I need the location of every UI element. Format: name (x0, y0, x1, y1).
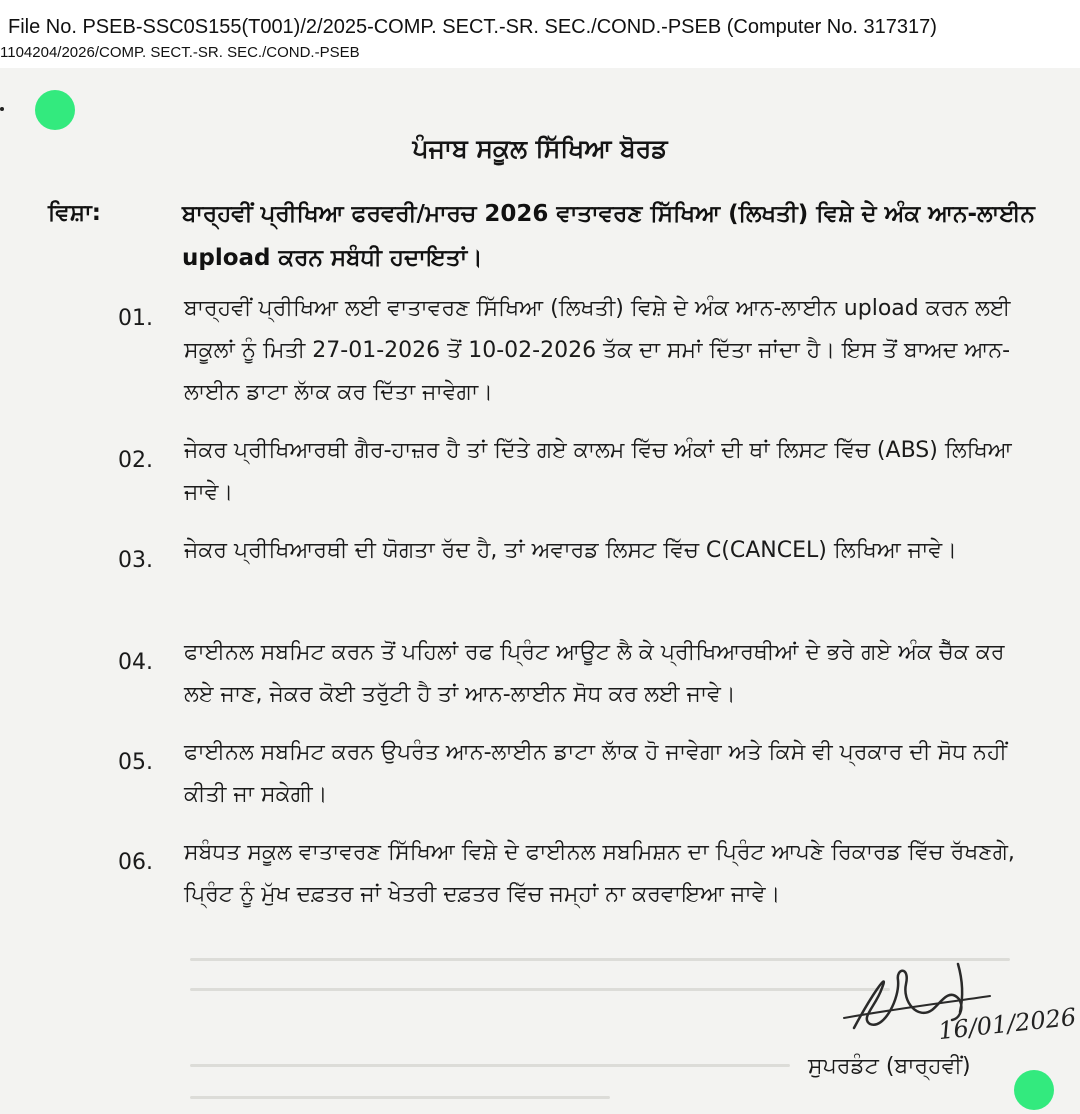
item-text: ਬਾਰ੍ਹਵੀਂ ਪ੍ਰੀਖਿਆ ਲਈ ਵਾਤਾਵਰਣ ਸਿੱਖਿਆ (ਲਿਖਤੀ) ਵਿਸ਼ੇ ਦੇ ਅੰਕ ਆਨ-ਲਾਈਨ upload ਕਰਨ ਲਈ ਸਕੂਲਾਂ ਨੂੰ ਮਿਤੀ 27-01-2026 ਤੋਂ 10-02-2026 ਤੱਕ ਦਾ ਸਮਾਂ ਦਿੱਤਾ ਜਾਂਦਾ ਹੈ। ਇਸ ਤੋਂ ਬਾਅਦ ਆਨ-ਲਾਈਨ ਡਾਟਾ ਲਾੱਕ ਕਰ ਦਿੱਤਾ ਜਾਵੇਗਾ। (184, 296, 1011, 405)
signatory-title: ਸੁਪਰਡੰਟ (ਬਾਰ੍ਹਵੀਂ) (808, 1054, 971, 1079)
item-number: 02. (118, 448, 153, 473)
file-header (0, 0, 1080, 68)
item-number: 05. (118, 750, 153, 775)
green-dot-marker (1014, 1070, 1054, 1110)
item-number: 01. (118, 306, 153, 331)
item-number: 03. (118, 548, 153, 573)
show-through-line (190, 1096, 610, 1099)
item-text: ਜੇਕਰ ਪ੍ਰੀਖਿਆਰਥੀ ਗੈਰ-ਹਾਜ਼ਰ ਹੈ ਤਾਂ ਦਿੱਤੇ ਗਏ ਕਾਲਮ ਵਿੱਚ ਅੰਕਾਂ ਦੀ ਥਾਂ ਲਿਸਟ ਵਿੱਚ (ABS) ਲਿਖਿਆ ਜਾਵੇ। (184, 438, 1012, 505)
item-number: 06. (118, 850, 153, 875)
organization-title: ਪੰਜਾਬ ਸਕੂਲ ਸਿੱਖਿਆ ਬੋਰਡ (412, 134, 668, 163)
item-text: ਫਾਈਨਲ ਸਬਮਿਟ ਕਰਨ ਉਪਰੰਤ ਆਨ-ਲਾਈਨ ਡਾਟਾ ਲਾੱਕ ਹੋ ਜਾਵੇਗਾ ਅਤੇ ਕਿਸੇ ਵੀ ਪ੍ਰਕਾਰ ਦੀ ਸੋਧ ਨਹੀਂ ਕੀਤੀ ਜਾ ਸਕੇਗੀ। (184, 740, 1007, 807)
show-through-line (190, 1064, 790, 1067)
item-text: ਜੇਕਰ ਪ੍ਰੀਖਿਆਰਥੀ ਦੀ ਯੋਗਤਾ ਰੱਦ ਹੈ, ਤਾਂ ਅਵਾਰਡ ਲਿਸਟ ਵਿੱਚ C(CANCEL) ਲਿਖਿਆ ਜਾਵੇ। (184, 538, 958, 563)
show-through-line (190, 988, 890, 991)
subject-text: ਬਾਰ੍ਹਵੀਂ ਪ੍ਰੀਖਿਆ ਫਰਵਰੀ/ਮਾਰਚ 2026 ਵਾਤਾਵਰਣ ਸਿੱਖਿਆ (ਲਿਖਤੀ) ਵਿਸ਼ੇ ਦੇ ਅੰਕ ਆਨ-ਲਾਈਨ upload ਕਰਨ ਸਬੰਧੀ ਹਦਾਇਤਾਂ। (182, 201, 1035, 271)
item-number: 04. (118, 650, 153, 675)
item-text: ਫਾਈਨਲ ਸਬਮਿਟ ਕਰਨ ਤੋਂ ਪਹਿਲਾਂ ਰਫ ਪ੍ਰਿੰਟ ਆਊਟ ਲੈ ਕੇ ਪ੍ਰੀਖਿਆਰਥੀਆਂ ਦੇ ਭਰੇ ਗਏ ਅੰਕ ਚੈੱਕ ਕਰ ਲਏ ਜਾਣ, ਜੇਕਰ ਕੋਈ ਤਰੁੱਟੀ ਹੈ ਤਾਂ ਆਨ-ਲਾਈਨ ਸੋਧ ਕਰ ਲਈ ਜਾਵੇ। (184, 640, 1005, 707)
file-number-line: File No. PSEB-SSC0S155(T001)/2/2025-COMP. SECT.-SR. SEC./COND.-PSEB (Computer No. 317317) (8, 16, 937, 38)
item-text: ਸਬੰਧਤ ਸਕੂਲ ਵਾਤਾਵਰਣ ਸਿੱਖਿਆ ਵਿਸ਼ੇ ਦੇ ਫਾਈਨਲ ਸਬਮਿਸ਼ਨ ਦਾ ਪ੍ਰਿੰਟ ਆਪਣੇ ਰਿਕਾਰਡ ਵਿੱਚ ਰੱਖਣਗੇ, ਪ੍ਰਿੰਟ ਨੂੰ ਮੁੱਖ ਦਫ਼ਤਰ ਜਾਂ ਖੇਤਰੀ ਦਫ਼ਤਰ ਵਿੱਚ ਜਮ੍ਹਾਂ ਨਾ ਕਰਵਾਇਆ ਜਾਵੇ। (184, 840, 1015, 907)
file-reference-line: 1104204/2026/COMP. SECT.-SR. SEC./COND.-PSEB (0, 44, 360, 61)
scan-mark (0, 107, 4, 111)
subject-label: ਵਿਸ਼ਾ: (48, 200, 101, 226)
green-dot-marker (35, 90, 75, 130)
signature-date: 16/01/2026 (936, 1002, 1078, 1046)
